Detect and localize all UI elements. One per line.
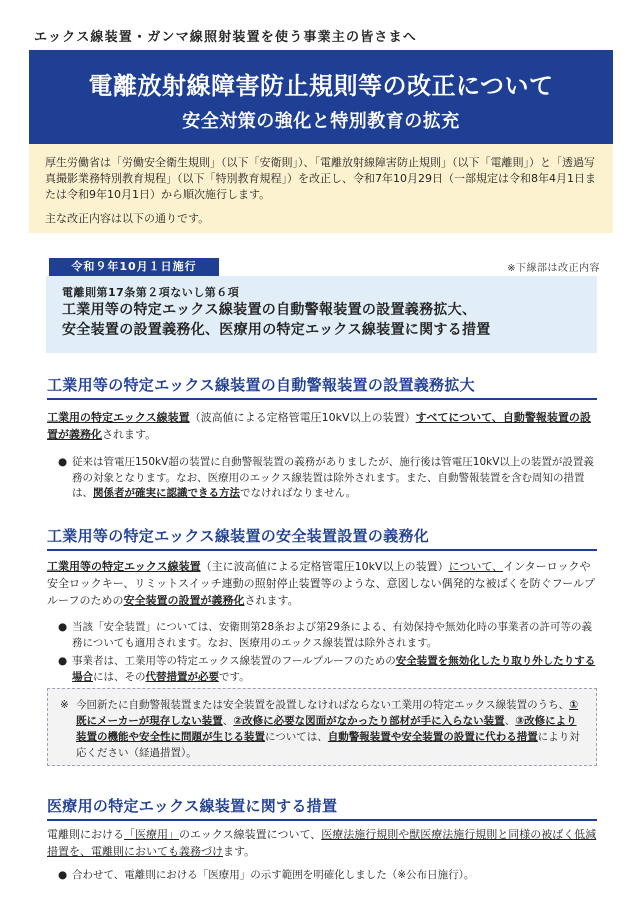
effective-date-badge: 令和９年10月１日施行 xyxy=(49,258,219,276)
s2-bullet2-a: 事業者は、工業用等の特定エックス線装置のフールプルーフのための xyxy=(72,655,396,667)
section2-title: 工業用等の特定エックス線装置の安全装置設置の義務化 xyxy=(47,525,597,551)
notice-c: 、 xyxy=(222,715,234,727)
bullet-icon: ● xyxy=(58,621,68,633)
notice-f: ③改修により装置の機能や安全性に問題が生じる装置 xyxy=(76,715,577,743)
notice-e: 、 xyxy=(504,715,516,727)
section1-paragraph xyxy=(47,409,597,443)
notice-a: 今回新たに自動警報装置または安全装置を設置しなければならない工業用の特定エックス線装置のうち、 xyxy=(76,699,570,711)
section1-bullets xyxy=(58,455,596,505)
intro-text: 厚生労働省は「労働安全衛生規則」（以下「安衛則」）、「電離放射線障害防止規則」（以下「電離則」）と「透過写真撮影業務特別教育規程」（以下「特別教育規程」）を改正し、令和7年10月29日（一部規定は令和8年4月1日または令和9年10月1日）から順次施行します。 xyxy=(45,156,596,201)
s2-bold-subject: 工業用等の特定エックス線装置 xyxy=(47,560,201,573)
underline-note: ※下線部は改正内容 xyxy=(507,263,600,274)
s3-e: ます。 xyxy=(223,845,256,858)
s2-bullet2-b: 安全装置を無効化したり取り外したりする場合 xyxy=(72,655,596,683)
s2-obligation: 安全装置の設置が義務化 xyxy=(123,594,245,607)
section3-paragraph xyxy=(47,826,597,860)
notice-b: ①既にメーカーが現存しない装置 xyxy=(76,699,579,727)
page-title: 電離放射線障害防止規則等の改正について xyxy=(88,72,554,100)
s2-about: について、 xyxy=(448,560,504,573)
s2-voltage: （主に波高値による定格管電圧10kV以上の装置） xyxy=(200,560,449,573)
article-heading-line2: 安全装置の設置義務化、医療用の特定エックス線装置に関する措置 xyxy=(62,322,491,338)
s1-end: されます。 xyxy=(102,428,157,441)
s2-body: インターロックや安全ロックキー、リミットスイッチ連動の照射停止装置等のような、意図しない偶発的な被ばくを防ぐフールプルーフのための xyxy=(47,560,596,607)
section3-bullets xyxy=(58,868,596,887)
notice-i: により対応ください（経過措置）。 xyxy=(76,731,580,759)
s2-end: されます。 xyxy=(244,594,299,607)
s3-c: のエックス線装置について、 xyxy=(179,828,322,841)
s3-bullet: 合わせて、電離則における「医療用」の示す範囲を明確化しました（※公布日施行）。 xyxy=(72,869,475,881)
section2-paragraph xyxy=(47,558,597,609)
s3-a: 電離則における xyxy=(47,828,124,841)
section2-bullets xyxy=(58,620,596,688)
article-reference: 電離則第17条第２項ないし第６項 xyxy=(62,286,240,299)
page-subtitle: 安全対策の強化と特別教育の拡充 xyxy=(182,111,460,132)
s2-bullet2-c: には、その xyxy=(93,670,146,683)
s1-voltage: （波高値による定格管電圧10kV以上の装置） xyxy=(189,411,416,424)
section3-title: 医療用の特定エックス線装置に関する措置 xyxy=(47,795,597,821)
s1-bold-subject: 工業用の特定エックス線装置 xyxy=(47,411,190,424)
intro-note: 主な改正内容は以下の通りです。 xyxy=(45,212,210,225)
s1-bullet-a: 従来は管電圧150kV超の装置に自動警報装置の義務がありましたが、施行後は管電圧10kV以上の装置が設置義務の対象となります。なお、医療用のエックス線装置は除外されます。また、自動警報装置を含む周知の措置は、 xyxy=(72,456,594,499)
list-item xyxy=(58,620,596,651)
audience-line: エックス線装置・ガンマ線照射装置を使う事業主の皆さまへ xyxy=(34,30,418,45)
s3-d: 医療法施行規則や獣医療法施行規則と同様の被ばく低減措置を、電離則においても義務づけ xyxy=(47,828,597,858)
notice-d: ②改修に必要な図面がなかったり部材が手に入らない装置 xyxy=(233,715,505,727)
notice-text xyxy=(60,697,586,761)
bullet-icon: ● xyxy=(58,655,68,667)
list-item xyxy=(58,455,596,502)
s1-bullet-c: でなければなりません。 xyxy=(240,487,357,499)
notice-g: については、 xyxy=(265,731,328,743)
transitional-notice-box xyxy=(47,688,597,766)
s3-medical: 「医療用」 xyxy=(124,828,179,841)
title-banner xyxy=(29,50,613,144)
notice-mark: ※ xyxy=(60,699,69,711)
article-heading-line1: 工業用等の特定エックス線装置の自動警報装置の設置義務拡大、 xyxy=(62,302,477,318)
list-item xyxy=(58,868,596,884)
bullet-icon: ● xyxy=(58,869,68,881)
s2-bullet2-d: 代替措置が必要 xyxy=(145,670,219,683)
article-box xyxy=(46,276,597,353)
s1-bullet-b: 関係者が確実に認識できる方法 xyxy=(93,487,240,499)
s1-obligation: すべてについて、自動警報装置の設置が義務化 xyxy=(47,411,591,441)
notice-h: 自動警報装置や安全装置の設置に代わる措置 xyxy=(327,731,538,743)
list-item xyxy=(58,654,596,685)
section1-title: 工業用等の特定エックス線装置の自動警報装置の設置義務拡大 xyxy=(47,374,597,400)
bullet-icon: ● xyxy=(58,456,68,468)
s2-bullet1: 当該「安全装置」については、安衛則第28条および第29条による、有効保持や無効化時の事業者の許可等の義務についても適用されます。なお、医療用のエックス線装置は除外されます。 xyxy=(72,621,593,649)
s2-bullet2-e: です。 xyxy=(219,670,250,683)
intro-box xyxy=(29,144,613,233)
